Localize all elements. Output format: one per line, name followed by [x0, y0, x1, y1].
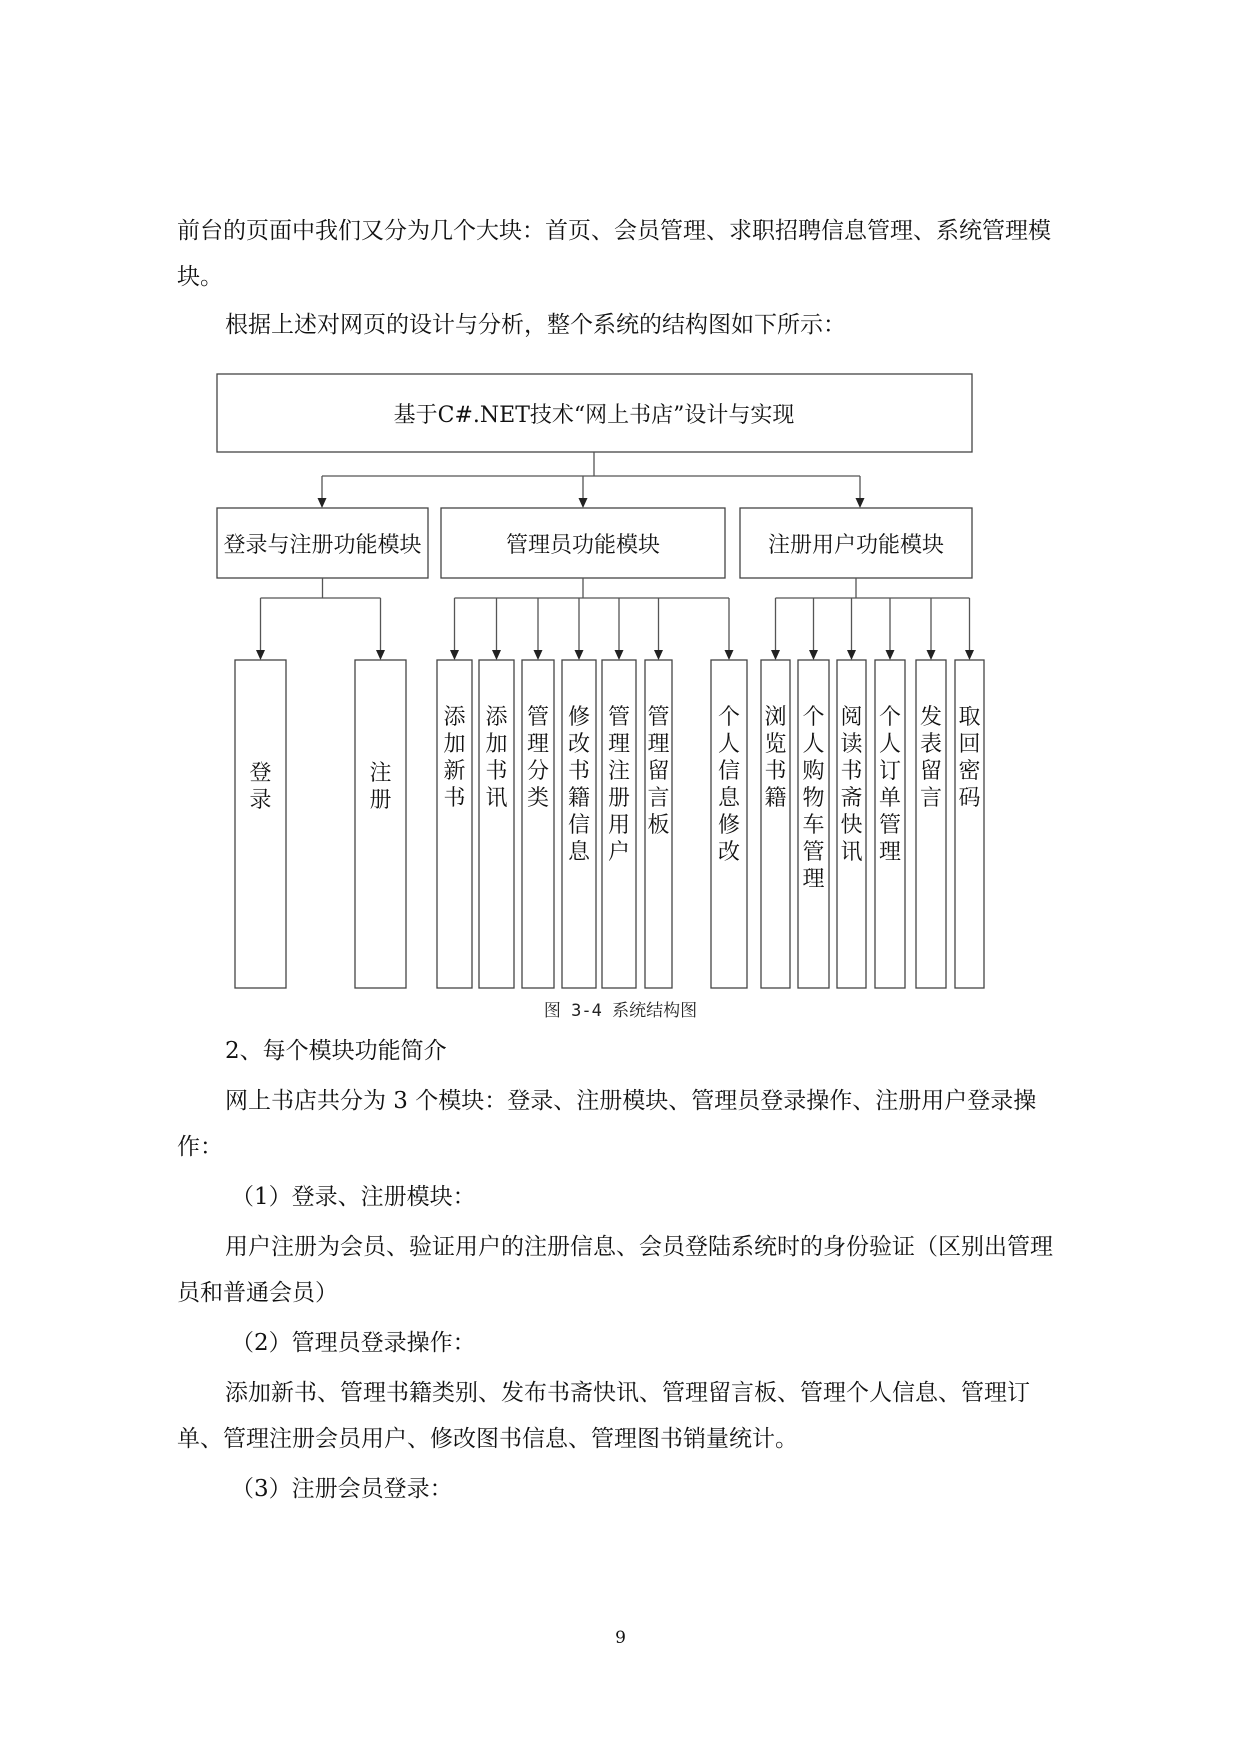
page-number: 9 — [615, 1628, 626, 1648]
arrowhead-icon — [771, 650, 780, 660]
leaf-label: 取回密码 — [958, 705, 981, 811]
diagram-intro-paragraph: 根据上述对网页的设计与分析，整个系统的结构图如下所示： — [225, 312, 846, 338]
arrowhead-icon — [615, 650, 624, 660]
arrowhead-icon — [579, 498, 588, 508]
arrowhead-icon — [450, 650, 459, 660]
arrowhead-icon — [534, 650, 543, 660]
arrowhead-icon — [856, 498, 865, 508]
leaf-label: 注册 — [369, 761, 392, 813]
arrowhead-icon — [965, 650, 974, 660]
arrowhead-icon — [492, 650, 501, 660]
leaf-label: 管理注册用户 — [607, 705, 631, 865]
login-register-description: 用户注册为会员、验证用户的注册信息、会员登陆系统时的身份验证（区别出管理员和普通会员） — [177, 1234, 1053, 1306]
module-label: 登录与注册功能模块 — [223, 533, 422, 558]
arrowhead-icon — [886, 650, 895, 660]
leaf-label: 个人信息修改 — [717, 705, 741, 865]
arrowhead-icon — [654, 650, 663, 660]
leaf-label: 修改书籍信息 — [567, 705, 591, 865]
arrowhead-icon — [575, 650, 584, 660]
admin-description: 添加新书、管理书籍类别、发布书斋快讯、管理留言板、管理个人信息、管理订单、管理注册会员用户、修改图书信息、管理图书销量统计。 — [177, 1380, 1030, 1452]
leaf-label: 个人订单管理 — [878, 705, 902, 865]
figure-caption: 图 3-4 系统结构图 — [543, 1001, 698, 1021]
leaf-label: 管理留言板 — [647, 705, 670, 838]
arrowhead-icon — [809, 650, 818, 660]
modules-summary-paragraph: 网上书店共分为 3 个模块：登录、注册模块、管理员登录操作、注册用户登录操作： — [177, 1088, 1037, 1160]
module-label: 管理员功能模块 — [505, 533, 661, 558]
arrowhead-icon — [725, 650, 734, 660]
arrowhead-icon — [847, 650, 856, 660]
arrowhead-icon — [256, 650, 265, 660]
leaf-box — [235, 660, 286, 988]
subsection-admin: （2）管理员登录操作： — [231, 1330, 476, 1356]
leaf-label: 添加书讯 — [485, 705, 508, 811]
arrowhead-icon — [376, 650, 385, 660]
module-label: 注册用户功能模块 — [767, 533, 945, 558]
subsection-login-register: （1）登录、注册模块： — [231, 1184, 476, 1210]
diagram-root-label: 基于C#.NET技术“网上书店”设计与实现 — [393, 403, 795, 428]
leaf-label: 登录 — [249, 761, 272, 813]
leaf-box — [355, 660, 406, 988]
leaf-label: 浏览书籍 — [764, 705, 787, 811]
arrowhead-icon — [318, 498, 327, 508]
leaf-label: 添加新书 — [443, 705, 466, 811]
leaf-label: 个人购物车管理 — [802, 705, 825, 892]
leaf-label: 发表留言 — [919, 705, 943, 811]
arrowhead-icon — [927, 650, 936, 660]
intro-paragraph: 前台的页面中我们又分为几个大块：首页、会员管理、求职招聘信息管理、系统管理模块。 — [177, 218, 1051, 290]
leaf-label: 阅读书斋快讯 — [840, 705, 863, 865]
subsection-member: （3）注册会员登录： — [231, 1476, 453, 1502]
section-heading: 2、每个模块功能简介 — [225, 1038, 447, 1064]
leaf-label: 管理分类 — [526, 705, 550, 811]
